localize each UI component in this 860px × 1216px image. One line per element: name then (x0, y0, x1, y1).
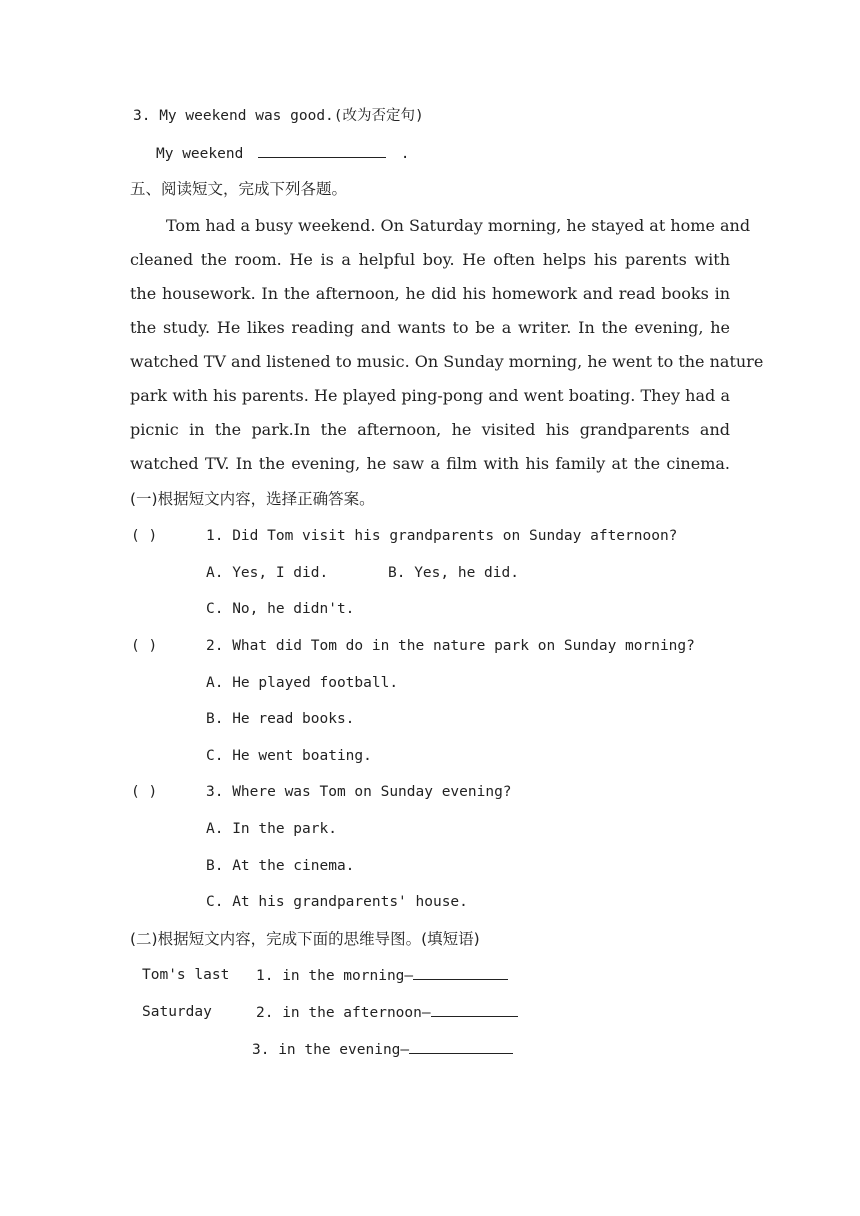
mind-map-label: Saturday (142, 1004, 212, 1020)
option-a[interactable]: A. In the park. (206, 821, 337, 837)
option-c[interactable]: C. At his grandparents' house. (206, 894, 468, 910)
answer-blank[interactable] (258, 143, 386, 158)
option-b[interactable]: B. Yes, he did. (388, 565, 519, 581)
rewrite-question-3: 3. My weekend was good.(改为否定句) (133, 108, 424, 124)
answer-bracket[interactable]: ( ) (131, 784, 158, 800)
option-c[interactable]: C. No, he didn't. (206, 601, 355, 617)
section-heading: 五、阅读短文，完成下列各题。 (130, 180, 348, 198)
mind-map-blank[interactable] (431, 1002, 518, 1017)
mind-map-item-3 (252, 1039, 513, 1060)
mind-map-item-label: 3. in the evening— (252, 1042, 410, 1058)
answer-bracket[interactable]: ( ) (131, 638, 158, 654)
option-a[interactable]: A. He played football. (206, 675, 399, 691)
part1-heading: (一)根据短文内容，选择正确答案。 (130, 490, 375, 508)
passage-line: Tom had a busy weekend. On Saturday morning, he stayed at home and (166, 216, 751, 235)
mind-map-item-2 (256, 1002, 518, 1023)
option-a[interactable]: A. Yes, I did. (206, 565, 329, 581)
passage-line: cleaned the room. He is a helpful boy. He often helps his parents with (130, 250, 730, 269)
mind-map-label: Tom's last (142, 967, 230, 983)
mind-map-blank[interactable] (409, 1039, 513, 1054)
question-stem: 3. Where was Tom on Sunday evening? (206, 784, 512, 800)
mind-map-item-label: 2. in the afternoon— (256, 1005, 431, 1021)
option-b[interactable]: B. He read books. (206, 711, 355, 727)
answer-prefix: My weekend (156, 146, 244, 162)
option-b[interactable]: B. At the cinema. (206, 858, 355, 874)
mind-map-item-1 (256, 965, 508, 986)
mind-map-item-label: 1. in the morning— (256, 968, 414, 984)
passage-line: the study. He likes reading and wants to be a writer. In the evening, he (130, 318, 730, 337)
question-stem: 1. Did Tom visit his grandparents on Sunday afternoon? (206, 528, 678, 544)
rewrite-answer-line (156, 143, 410, 164)
answer-bracket[interactable]: ( ) (131, 528, 158, 544)
passage-line: watched TV. In the evening, he saw a film with his family at the cinema. (130, 454, 730, 473)
option-c[interactable]: C. He went boating. (206, 748, 372, 764)
mind-map-blank[interactable] (413, 965, 508, 980)
passage-line: watched TV and listened to music. On Sunday morning, he went to the nature (130, 352, 764, 371)
passage-line: picnic in the park.In the afternoon, he visited his grandparents and (130, 420, 730, 439)
part2-heading: (二)根据短文内容，完成下面的思维导图。(填短语) (130, 930, 480, 948)
passage-line: the housework. In the afternoon, he did his homework and read books in (130, 284, 730, 303)
answer-suffix: . (400, 146, 410, 162)
question-stem: 2. What did Tom do in the nature park on Sunday morning? (206, 638, 695, 654)
passage-line: park with his parents. He played ping-pong and went boating. They had a (130, 386, 730, 405)
